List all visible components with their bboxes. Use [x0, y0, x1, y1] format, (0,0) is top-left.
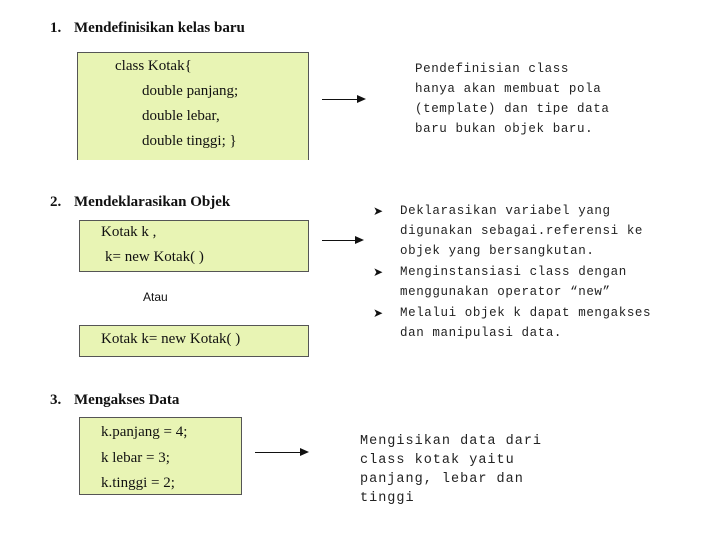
bullet-line: Melalui objek k dapat mengakses — [400, 306, 652, 320]
arrow-right-icon — [255, 452, 307, 453]
note-line: class kotak yaitu — [360, 453, 515, 468]
code-line: double lebar, — [142, 108, 220, 124]
code-line: k= new Kotak( ) — [105, 249, 204, 265]
section-title: Mendeklarasikan Objek — [74, 194, 231, 210]
section-number: 2. — [50, 194, 62, 210]
separator-text: Atau — [143, 290, 168, 304]
section-title: Mengakses Data — [74, 392, 180, 408]
section-number: 3. — [50, 392, 62, 408]
section-2-heading — [50, 194, 230, 211]
section-title: Mendefinisikan kelas baru — [74, 20, 245, 36]
code-line: Kotak k= new Kotak( ) — [101, 331, 241, 347]
note-line: panjang, lebar dan — [360, 472, 524, 487]
note-line: tinggi — [360, 491, 415, 506]
arrow-right-icon — [322, 240, 362, 241]
note-line: baru bukan objek baru. — [415, 122, 594, 136]
bullet-line: menggunakan operator “new” — [400, 285, 611, 299]
bullet-line: dan manipulasi data. — [400, 326, 563, 340]
section-1-heading — [50, 20, 245, 37]
code-line: double panjang; — [142, 83, 239, 99]
code-line: class Kotak{ — [115, 58, 192, 74]
code-line: Kotak k , — [101, 224, 157, 240]
section-3-heading — [50, 392, 179, 409]
section-number: 1. — [50, 20, 62, 36]
note-line: hanya akan membuat pola — [415, 82, 602, 96]
note-line: Pendefinisian class — [415, 62, 569, 76]
code-line: k lebar = 3; — [101, 450, 170, 466]
note-line: (template) dan tipe data — [415, 102, 610, 116]
bullet-line: Deklarasikan variabel yang — [400, 204, 611, 218]
arrow-bullet-icon: ➤ — [373, 265, 384, 279]
code-line: k.panjang = 4; — [101, 424, 188, 440]
code-line: double tinggi; } — [142, 133, 237, 149]
note-line: Mengisikan data dari — [360, 434, 543, 449]
bullet-line: digunakan sebagai.referensi ke — [400, 224, 644, 238]
arrow-right-icon — [322, 99, 364, 100]
bullet-line: objek yang bersangkutan. — [400, 244, 595, 258]
arrow-bullet-icon: ➤ — [373, 204, 384, 218]
arrow-bullet-icon: ➤ — [373, 306, 384, 320]
bullet-line: Menginstansiasi class dengan — [400, 265, 627, 279]
code-line: k.tinggi = 2; — [101, 475, 175, 491]
